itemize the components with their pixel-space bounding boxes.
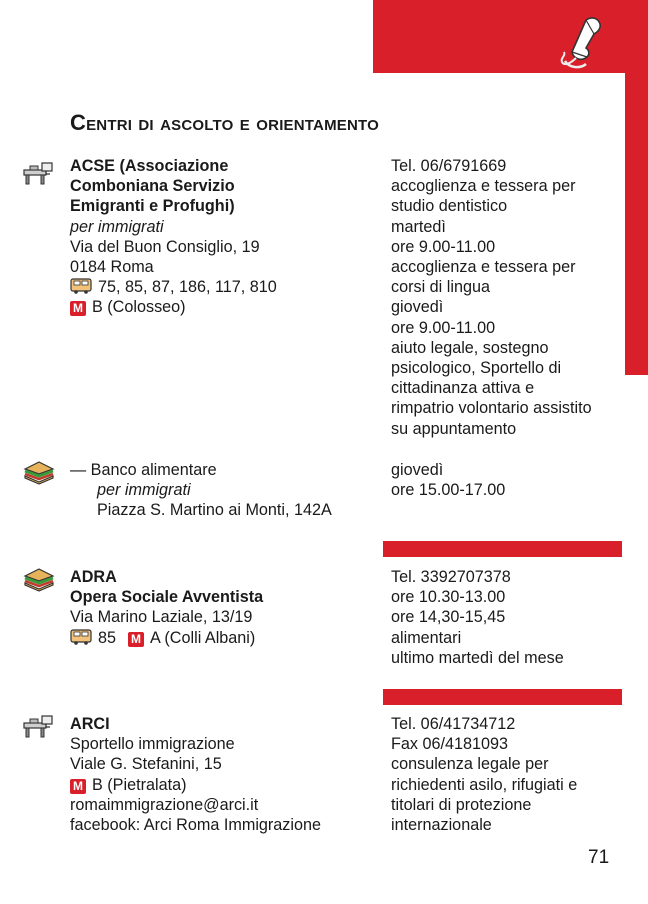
service-line: ore 9.00-11.00 bbox=[391, 237, 496, 256]
metro-icon: M bbox=[128, 632, 144, 647]
metro-stop: B (Pietralata) bbox=[92, 775, 187, 794]
bus-lines: 75, 85, 87, 186, 117, 810 bbox=[98, 278, 277, 297]
org-name: ADRA bbox=[70, 568, 117, 586]
arci-info bbox=[70, 714, 321, 835]
acse-info bbox=[70, 156, 277, 318]
sandwich-icon bbox=[22, 566, 56, 592]
service-line: su appuntamento bbox=[391, 419, 517, 438]
metro-stop: B (Colosseo) bbox=[92, 298, 186, 317]
metro-icon: M bbox=[70, 301, 86, 316]
org-name-line: Emigranti e Profughi) bbox=[70, 197, 235, 216]
service-line: accoglienza e tessera per bbox=[391, 258, 576, 277]
transport-row bbox=[70, 628, 263, 648]
bus-icon bbox=[70, 278, 92, 294]
service-line: psicologico, Sportello di bbox=[391, 359, 562, 378]
metro-stop: A (Colli Albani) bbox=[150, 628, 256, 647]
org-name: — Banco alimentare bbox=[70, 461, 217, 479]
org-name-line: ACSE (Associazione bbox=[70, 157, 229, 175]
section-divider bbox=[383, 541, 622, 557]
service-line: rimpatrio volontario assistito bbox=[391, 399, 592, 418]
service-line: ore 15.00-17.00 bbox=[391, 481, 506, 500]
service-line: richiedenti asilo, rifugiati e bbox=[391, 775, 578, 794]
telephone-icon bbox=[556, 14, 608, 70]
target-audience: per immigrati bbox=[97, 481, 191, 500]
page-number: 71 bbox=[588, 847, 610, 868]
service-line: internazionale bbox=[391, 816, 492, 835]
phone-number: Tel. 3392707378 bbox=[391, 568, 511, 586]
adra-info bbox=[70, 567, 263, 648]
desk-icon bbox=[22, 713, 56, 739]
email-address: romaimmigrazione@arci.it bbox=[70, 795, 259, 814]
org-name-line: Comboniana Servizio bbox=[70, 177, 235, 196]
desk-icon bbox=[22, 160, 56, 186]
metro-line-row bbox=[70, 297, 277, 317]
address-street: Piazza S. Martino ai Monti, 142A bbox=[97, 501, 332, 520]
bus-icon bbox=[70, 629, 92, 645]
service-line: alimentari bbox=[391, 628, 462, 647]
service-line: studio dentistico bbox=[391, 197, 508, 216]
facebook-page: facebook: Arci Roma Immigrazione bbox=[70, 816, 322, 835]
service-line: cittadinanza attiva e bbox=[391, 379, 535, 398]
bus-line-row bbox=[70, 277, 277, 297]
banco-hours bbox=[391, 460, 505, 500]
banco-info bbox=[70, 460, 332, 521]
service-line: consulenza legale per bbox=[391, 755, 549, 774]
sandwich-icon bbox=[22, 459, 56, 485]
adra-hours bbox=[391, 567, 564, 668]
page-title: Centri di ascolto e orientamento bbox=[70, 110, 379, 135]
org-subtitle: Opera Sociale Avventista bbox=[70, 588, 264, 607]
phone-number: Tel. 06/6791669 bbox=[391, 157, 507, 175]
metro-line-row bbox=[70, 775, 321, 795]
org-name: ARCI bbox=[70, 715, 110, 733]
arci-hours bbox=[391, 714, 577, 835]
service-line: ore 10.30-13.00 bbox=[391, 588, 506, 607]
service-line: ultimo martedì del mese bbox=[391, 648, 564, 667]
service-line: giovedì bbox=[391, 298, 444, 317]
acse-hours bbox=[391, 156, 592, 439]
service-line: ore 14,30-15,45 bbox=[391, 608, 506, 627]
service-line: giovedì bbox=[391, 461, 444, 479]
service-line: aiuto legale, sostegno bbox=[391, 338, 549, 357]
service-line: martedì bbox=[391, 217, 446, 236]
address-city: 0184 Roma bbox=[70, 258, 154, 277]
org-subtitle: Sportello immigrazione bbox=[70, 735, 235, 754]
address-street: Via del Buon Consiglio, 19 bbox=[70, 237, 260, 256]
section-divider bbox=[383, 689, 622, 705]
service-line: corsi di lingua bbox=[391, 278, 490, 297]
address-street: Via Marino Laziale, 13/19 bbox=[70, 608, 253, 627]
phone-number: Tel. 06/41734712 bbox=[391, 715, 516, 733]
target-audience: per immigrati bbox=[70, 217, 164, 236]
bus-lines: 85 bbox=[98, 628, 117, 647]
service-line: titolari di protezione bbox=[391, 795, 532, 814]
fax-number: Fax 06/4181093 bbox=[391, 735, 509, 754]
metro-icon: M bbox=[70, 779, 86, 794]
side-red-tab bbox=[625, 73, 648, 375]
service-line: ore 9.00-11.00 bbox=[391, 318, 496, 337]
address-street: Viale G. Stefanini, 15 bbox=[70, 755, 222, 774]
service-line: accoglienza e tessera per bbox=[391, 177, 576, 196]
